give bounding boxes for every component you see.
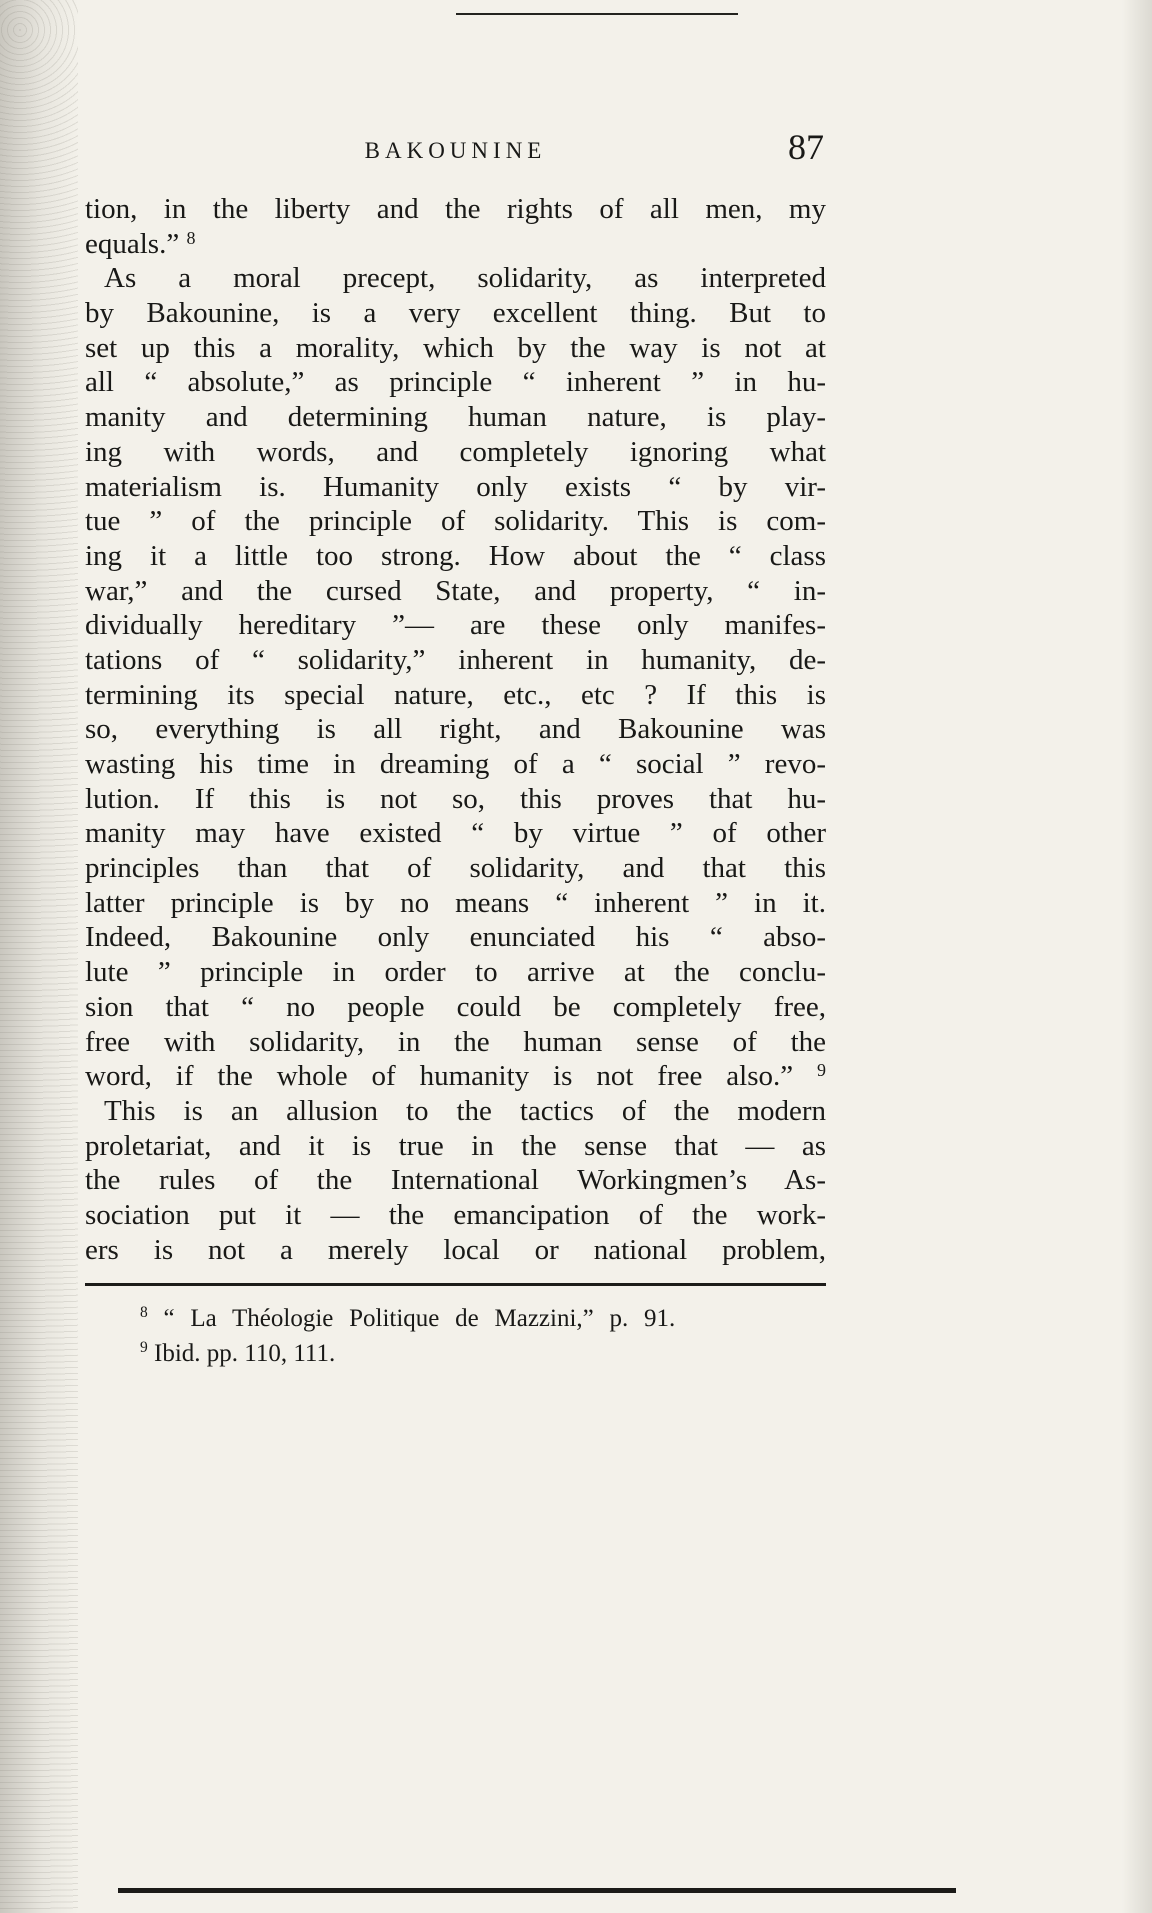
footnote-separator-rule (85, 1283, 826, 1286)
bottom-edge-rule (118, 1888, 956, 1893)
text-line: sociation put it — the emancipation of the work- (85, 1198, 826, 1231)
text-line: As a moral precept, solidarity, as interpreted (104, 262, 826, 295)
page-number: 87 (788, 127, 824, 167)
page-header (85, 126, 826, 172)
footnote-marker: 9 (817, 1060, 826, 1081)
text-line: manity and determining human nature, is play- (85, 401, 826, 434)
text-line: This is an allusion to the tactics of the modern (104, 1094, 826, 1127)
footnotes (140, 1301, 790, 1371)
text-line: latter principle is by no means “ inherent ” in it. (85, 886, 826, 919)
footnote-number: 9 (140, 1339, 148, 1356)
text-line: sion that “ no people could be completely free, (85, 990, 826, 1023)
text-line: termining its special nature, etc., etc ? If this is (85, 678, 826, 711)
text-line: word, if the whole of humanity is not free also.” $^9$ (85, 1060, 826, 1093)
footnote: $^8$ “ La Théologie Politique de Mazzini,” p. 91. (140, 1304, 676, 1332)
text-line: ing it a little too strong. How about the “ class (85, 539, 826, 572)
text-line: by Bakounine, is a very excellent thing. But to (85, 297, 826, 330)
top-edge-rule (456, 13, 738, 15)
text-line: tations of “ solidarity,” inherent in humanity, de- (85, 643, 826, 676)
text-line: the rules of the International Workingmen’s As- (85, 1164, 826, 1197)
text-line: so, everything is all right, and Bakounine was (85, 713, 826, 746)
text-line: dividually hereditary ”— are these only manifes- (85, 609, 826, 642)
text-line: manity may have existed “ by virtue ” of other (85, 817, 826, 850)
body-text (85, 192, 826, 1267)
text-line: set up this a morality, which by the way is not at (85, 331, 826, 364)
text-line: materialism is. Humanity only exists “ by vir- (85, 470, 826, 503)
text-line: Indeed, Bakounine only enunciated his “ abso- (85, 921, 826, 954)
text-line: proletariat, and it is true in the sense that — as (85, 1129, 826, 1162)
text-line: lution. If this is not so, this proves that hu- (85, 782, 826, 815)
text-line: principles than that of solidarity, and that this (85, 852, 826, 885)
text-line: ing with words, and completely ignoring what (85, 435, 826, 468)
footnote: $^9$ Ibid. pp. 110, 111. (140, 1339, 336, 1367)
text-line: free with solidarity, in the human sense of the (85, 1025, 826, 1058)
text-line: tion, in the liberty and the rights of all men, my (85, 193, 826, 225)
text-line: all “ absolute,” as principle “ inherent ” in hu- (85, 366, 826, 399)
text-line: tue ” of the principle of solidarity. This is com- (85, 505, 826, 538)
text-line: lute ” principle in order to arrive at the conclu- (85, 956, 826, 989)
text-line: war,” and the cursed State, and property, “ in- (85, 574, 826, 607)
footnote-marker: 8 (186, 227, 196, 248)
text-line: ers is not a merely local or national problem, (85, 1233, 826, 1266)
text-line: equals.” $^8$ (85, 227, 196, 260)
footnote-number: 8 (140, 1304, 148, 1321)
running-title: BAKOUNINE (364, 138, 547, 163)
text-line: wasting his time in dreaming of a “ social ” revo- (85, 748, 826, 780)
